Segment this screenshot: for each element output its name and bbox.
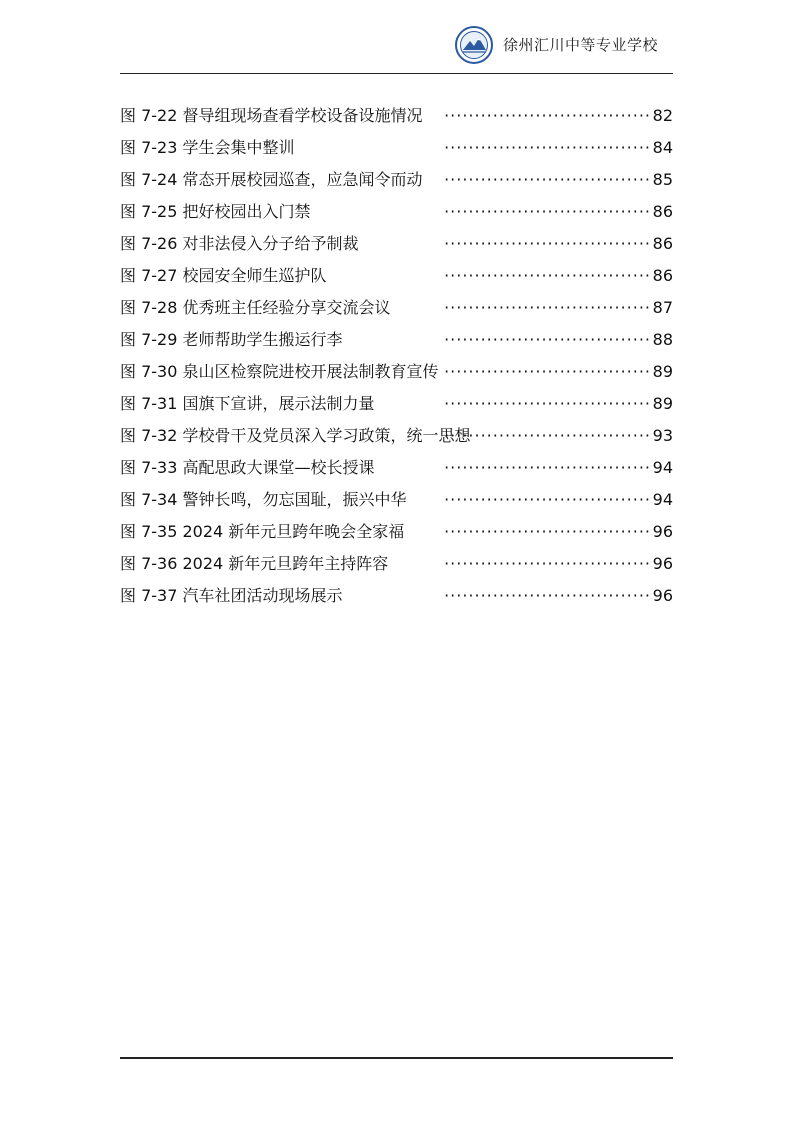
toc-entry-title: 图 7-25 把好校园出入门禁 [120,202,311,221]
school-name: 徐州汇川中等专业学校 [503,36,659,54]
toc-entry-page-number: 87 [652,298,673,317]
toc-entry-title: 图 7-33 高配思政大课堂—校长授课 [120,458,375,477]
toc-leader-dots: ·································· [444,106,651,125]
toc-entry-page-number: 84 [652,138,673,157]
toc-leader-dots: ·································· [444,298,651,317]
toc-entry[interactable] [120,456,673,488]
toc-entry-title: 图 7-29 老师帮助学生搬运行李 [120,330,343,349]
toc-entry-page-number: 93 [652,426,673,445]
toc-entry[interactable] [120,488,673,520]
toc-entry-page-number: 86 [652,202,673,221]
toc-entry-title: 图 7-37 汽车社团活动现场展示 [120,586,343,605]
toc-leader-dots: ·································· [444,586,651,605]
toc-entry-page-number: 94 [652,490,673,509]
toc-leader-dots: ·································· [444,394,651,413]
toc-leader-dots: ·································· [444,170,651,189]
page-header [120,24,673,72]
toc-entry[interactable] [120,264,673,296]
toc-entry[interactable] [120,552,673,584]
toc-entry-page-number: 96 [652,554,673,573]
toc-entry[interactable] [120,360,673,392]
toc-entry-page-number: 86 [652,234,673,253]
toc-leader-dots: ·································· [444,266,651,285]
toc-entry[interactable] [120,104,673,136]
toc-entry[interactable] [120,392,673,424]
toc-entry-title: 图 7-30 泉山区检察院进校开展法制教育宣传 [120,362,439,381]
toc-entry[interactable] [120,200,673,232]
toc-entry-page-number: 94 [652,458,673,477]
toc-entry-title: 图 7-31 国旗下宣讲，展示法制力量 [120,394,375,413]
toc-leader-dots: ·································· [444,426,651,445]
toc-entry-title: 图 7-28 优秀班主任经验分享交流会议 [120,298,391,317]
toc-entry[interactable] [120,232,673,264]
table-of-figures [120,104,673,616]
toc-leader-dots: ·································· [444,458,651,477]
toc-leader-dots: ·································· [444,362,651,381]
toc-entry-title: 图 7-36 2024 新年元旦跨年主持阵容 [120,554,389,573]
toc-entry-title: 图 7-24 常态开展校园巡查，应急闻令而动 [120,170,423,189]
toc-leader-dots: ·································· [444,522,651,541]
toc-entry[interactable] [120,296,673,328]
toc-leader-dots: ·································· [444,234,651,253]
toc-leader-dots: ·································· [444,330,651,349]
toc-entry-title: 图 7-35 2024 新年元旦跨年晚会全家福 [120,522,405,541]
toc-entry-page-number: 96 [652,586,673,605]
school-emblem-icon [455,26,493,64]
toc-entry-page-number: 96 [652,522,673,541]
toc-entry-page-number: 89 [652,394,673,413]
toc-entry[interactable] [120,168,673,200]
toc-entry-title: 图 7-22 督导组现场查看学校设备设施情况 [120,106,423,125]
toc-leader-dots: ·································· [444,490,651,509]
toc-entry[interactable] [120,136,673,168]
toc-entry-page-number: 88 [652,330,673,349]
toc-entry[interactable] [120,328,673,360]
toc-leader-dots: ·································· [444,202,651,221]
toc-entry-page-number: 89 [652,362,673,381]
toc-entry[interactable] [120,520,673,552]
footer-divider [120,1057,673,1059]
toc-entry[interactable] [120,424,673,456]
toc-entry[interactable] [120,584,673,616]
toc-leader-dots: ·································· [444,554,651,573]
toc-entry-title: 图 7-27 校园安全师生巡护队 [120,266,327,285]
toc-entry-page-number: 86 [652,266,673,285]
toc-entry-title: 图 7-32 学校骨干及党员深入学习政策，统一思想 [120,426,471,445]
toc-entry-page-number: 82 [652,106,673,125]
toc-entry-title: 图 7-23 学生会集中整训 [120,138,295,157]
toc-entry-page-number: 85 [652,170,673,189]
header-divider [120,73,673,74]
toc-entry-title: 图 7-26 对非法侵入分子给予制裁 [120,234,359,253]
toc-entry-title: 图 7-34 警钟长鸣，勿忘国耻，振兴中华 [120,490,407,509]
toc-leader-dots: ·································· [444,138,651,157]
